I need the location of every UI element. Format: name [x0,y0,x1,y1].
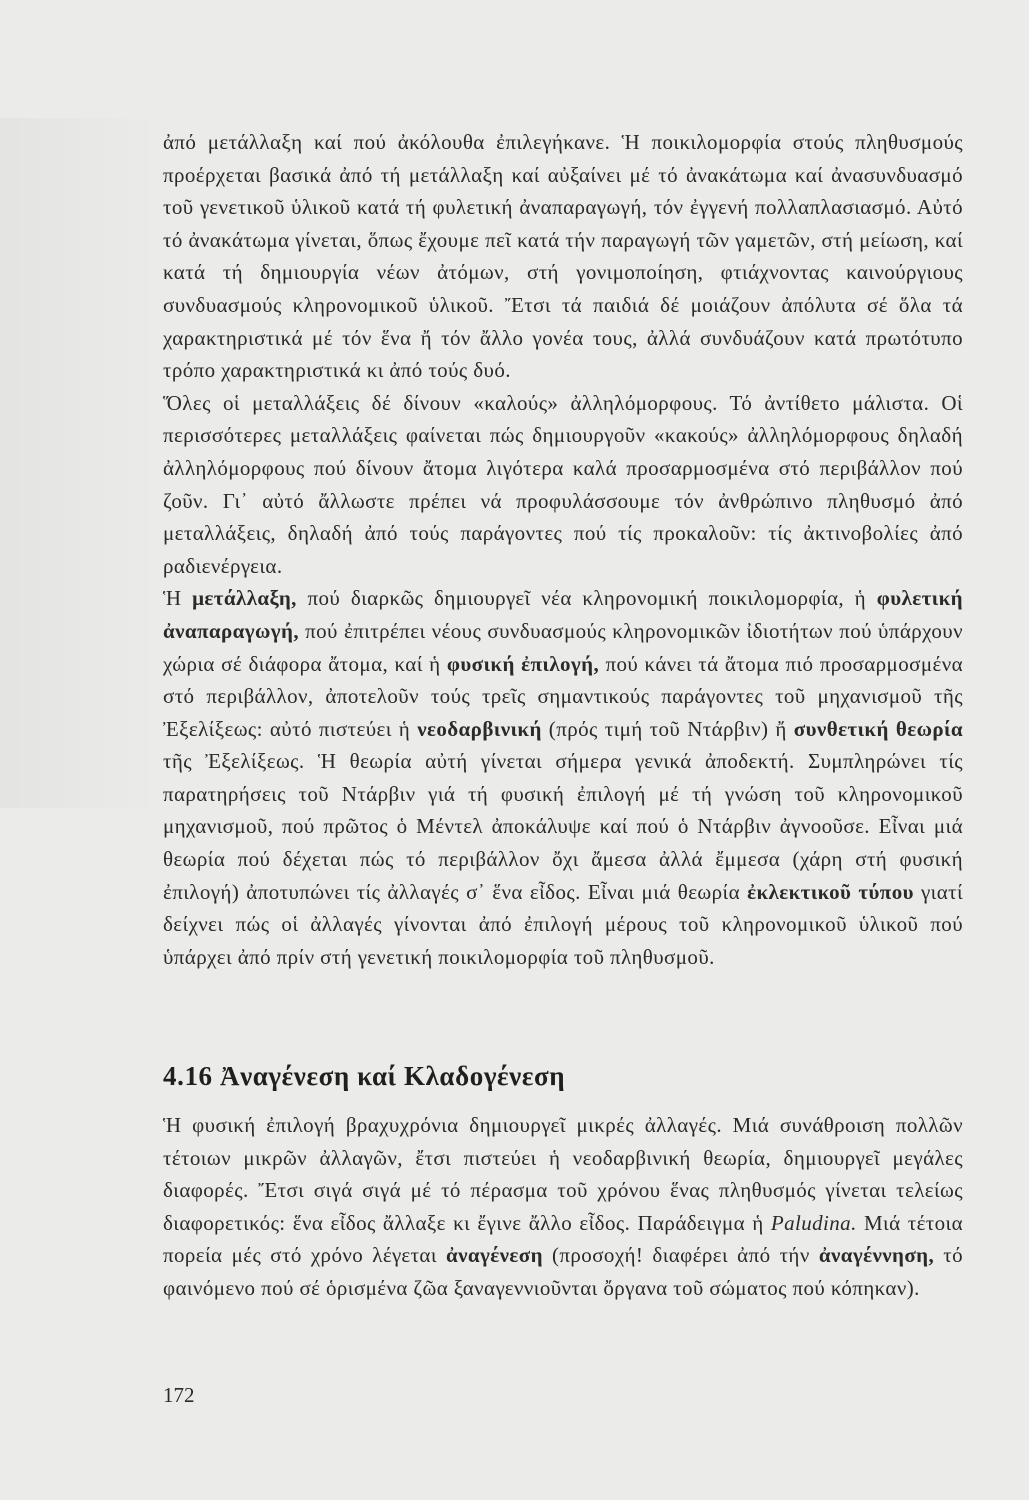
text-run: γιατί δείχνει πώς οἱ ἀλλαγές γίνονται ἀπό ἐπιλογή μέρους τοῦ κληρονομικοῦ ὑλικοῦ πού ὑπάρχει ἀπό πρίν στή γενετική ποικιλομορφία τοῦ πληθυσμοῦ. [163,879,964,969]
bold-term: φυσική ἐπιλογή, [446,651,600,676]
text-run: τό φαινόμενο πού σέ ὁρισμένα ζῶα ξαναγεννιοῦνται ὄργανα τοῦ σώματος πού κόπηκαν). [163,1243,963,1300]
paragraph [163,126,963,387]
text-run: ἀπό μετάλλαξη καί πού ἀκόλουθα ἐπιλεγήκανε. Ἡ ποικιλομορφία στούς πληθυσμούς προέρχεται βασικά ἀπό τή μετάλλαξη καί αὐξαίνει μέ τό ἀνακάτωμα καί ἀνασυνδυασμό τοῦ γενετικοῦ ὑλικοῦ κατά τή φυλετική ἀναπαραγωγή, τόν ἐγγενή πολλαπλασιασμό. Αὐτό τό ἀνακάτωμα γίνεται, ὅπως ἔχουμε πεῖ κατά τήν παραγωγή τῶν γαμετῶν, στή μείωση, καί κατά τή δημιουργία νέων ἀτόμων, στή γονιμοποίηση, φτιάχνοντας καινούργιους συνδυασμούς κληρονομικοῦ ὑλικοῦ. Ἔτσι τά παιδιά δέ μοιάζουν ἀπόλυτα σέ ὅλα τά χαρακτηριστικά μέ τόν ἕνα ἤ τόν ἄλλο γονέα τους, ἀλλά συνδυάζουν κατά πρωτότυπο τρόπο χαρακτηριστικά κι ἀπό τούς δυό. [163,130,963,383]
bold-term: ἀναγένεση [446,1243,543,1268]
text-run: πού διαρκῶς δημιουργεῖ νέα κληρονομική ποικιλομορφία, ἡ [296,586,877,611]
text-run: (πρός τιμή τοῦ Ντάρβιν) ἤ [541,716,794,741]
bold-term: φυλετική ἀναπαραγωγή, [163,586,963,643]
text-run: πού κάνει τά ἄτομα πιό προσαρμοσμένα στό περιβάλλον, ἀποτελοῦν τούς τρεῖς σημαντικούς παράγοντες τοῦ μηχανισμοῦ τῆς Ἐξελίξεως: αὐτό πιστεύει ἡ [163,651,963,741]
italic-term: Paludina. [770,1210,857,1235]
text-run: Ἡ [163,586,193,611]
bold-term: συνθετική θεωρία [793,716,963,741]
paragraph [163,387,963,583]
section-heading: 4.16 Ἀναγένεση καί Κλαδογένεση [163,1061,566,1091]
bold-term: νεοδαρβινική [417,716,542,741]
text-run: Ἡ φυσική ἐπιλογή βραχυχρόνια δημιουργεῖ μικρές ἀλλαγές. Μιά συνάθροιση πολλῶν τέτοιων μικρῶν ἀλλαγῶν, ἔτσι πιστεύει ἡ νεοδαρβινική θεωρία, δημιουργεῖ μεγάλες διαφορές. Ἔτσι σιγά σιγά μέ τό πέρασμα τοῦ χρόνου ἕνας πληθυσμός γίνεται τελείως διαφορετικός: ἕνα εἶδος ἄλλαξε κι ἔγινε ἄλλο εἶδος. Παράδειγμα ἡ [163,1113,963,1235]
paragraph [163,582,963,973]
scan-shadow [0,118,160,808]
text-run: Μιά τέτοια πορεία μές στό χρόνο λέγεται [163,1210,964,1268]
body-text-bottom [163,1109,963,1305]
paragraph [163,1109,963,1305]
text-run: (προσοχή! διαφέρει ἀπό τήν [542,1243,819,1268]
bold-term: μετάλλαξη, [192,586,297,611]
page-number: 172 [163,1383,195,1407]
text-run: τῆς Ἐξελίξεως. Ἡ θεωρία αὐτή γίνεται σήμερα γενικά ἀποδεκτή. Συμπληρώνει τίς παρατηρήσεις τοῦ Ντάρβιν γιά τή φυσική ἐπιλογή μέ τή γνώση τοῦ κληρονομικοῦ μηχανισμοῦ, πού πρῶτος ὁ Μέντελ ἀποκάλυψε καί πού ὁ Ντάρβιν ἀγνοοῦσε. Εἶναι μιά θεωρία πού δέχεται πώς τό περιβάλλον ὄχι ἄμεσα ἀλλά ἔμμεσα (χάρη στή φυσική ἐπιλογή) ἀποτυπώνει τίς ἀλλαγές σ᾽ ἕνα εἶδος. Εἶναι μιά θεωρία [163,749,963,904]
body-text-top [163,126,963,973]
bold-term: ἀναγέννηση, [818,1243,935,1268]
bold-term: ἐκλεκτικοῦ τύπου [747,879,914,904]
text-run: πού ἐπιτρέπει νέους συνδυασμούς κληρονομικῶν ἰδιοτήτων πού ὑπάρχουν χώρια σέ διάφορα ἄτομα, καί ἡ [163,618,963,676]
text-run: Ὅλες οἱ μεταλλάξεις δέ δίνουν «καλούς» ἀλληλόμορφους. Τό ἀντίθετο μάλιστα. Οἱ περισσότερες μεταλλάξεις φαίνεται πώς δημιουργοῦν «κακούς» ἀλληλόμορφους δηλαδή ἀλληλόμορφους πού δίνουν ἄτομα λιγότερα καλά προσαρμοσμένα στό περιβάλλον πού ζοῦν. Γι᾽ αὐτό ἄλλωστε πρέπει νά προφυλάσσουμε τόν ἀνθρώπινο πληθυσμό ἀπό μεταλλάξεις, δηλαδή ἀπό τούς παράγοντες πού τίς προκαλοῦν: τίς ἀκτινοβολίες ἀπό ραδιενέργεια. [163,390,963,578]
